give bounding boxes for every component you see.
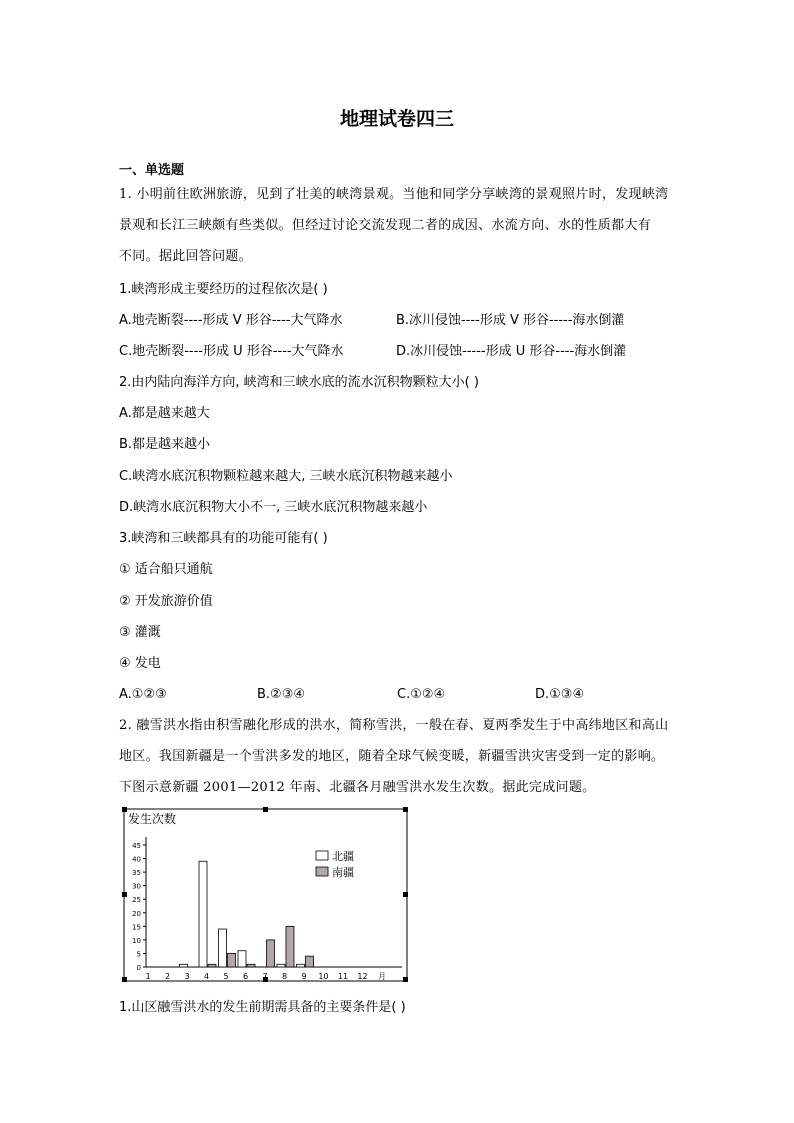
q1-1-option-d: D.冰川侵蚀-----形成 U 形谷----海水倒灌	[396, 344, 627, 359]
x-tick-label: 11	[337, 972, 349, 981]
bar-south	[208, 964, 216, 967]
x-tick-label: 10	[318, 972, 329, 981]
snowmelt-flood-chart	[122, 807, 409, 983]
x-tick-label: 3	[184, 972, 190, 981]
bar-south	[306, 956, 314, 967]
y-tick-label: 25	[132, 896, 141, 905]
y-tick-label: 0	[136, 964, 141, 972]
legend-swatch	[316, 851, 328, 860]
q1-3-item-4: ④ 发电	[119, 656, 161, 671]
x-tick-label: 12	[357, 972, 368, 981]
x-tick-label: 8	[281, 972, 288, 981]
bar-north	[238, 951, 246, 967]
y-tick-label: 20	[132, 909, 141, 918]
q1-3-option-b: B.②③④	[257, 687, 306, 702]
y-tick-label: 40	[132, 855, 141, 864]
q1-3-option-c: C.①②④	[397, 687, 446, 702]
q1-1-option-c: C.地壳断裂----形成 U 形谷----大气降水	[119, 344, 344, 359]
y-axis-label: 发生次数	[128, 812, 177, 826]
q1-1-stem: 1.峡湾形成主要经历的过程依次是( )	[119, 282, 328, 297]
q1-3-option-a: A.①②③	[119, 687, 167, 702]
x-tick-label: 2	[164, 972, 171, 981]
q1-2-option-a: A.都是越来越大	[119, 406, 210, 421]
frame-handle	[122, 892, 127, 897]
x-tick-label: 月	[378, 972, 386, 981]
frame-handle	[263, 807, 268, 812]
legend-swatch	[316, 867, 328, 876]
y-tick-label: 30	[132, 882, 141, 891]
q1-3-item-1: ① 适合船只通航	[119, 562, 213, 577]
frame-handle	[403, 977, 408, 982]
q1-3-item-3: ③ 灌溉	[119, 625, 161, 640]
bar-north	[180, 964, 188, 967]
legend-label: 南疆	[332, 866, 354, 879]
bar-north	[277, 964, 285, 967]
bar-north	[219, 929, 227, 967]
q2-intro-line-1: 2. 融雪洪水指由积雪融化形成的洪水，简称雪洪，一般在春、夏两季发生于中高纬地区和高山	[119, 718, 669, 733]
q1-intro-line-1: 1. 小明前往欧洲旅游，见到了壮美的峡湾景观。当他和同学分享峡湾的景观照片时，发现峡湾	[119, 187, 669, 202]
q1-2-stem: 2.由内陆向海洋方向, 峡湾和三峡水底的流水沉积物颗粒大小( )	[119, 375, 479, 390]
x-tick-label: 7	[262, 972, 268, 981]
q1-1-option-b: B.冰川侵蚀----形成 V 形谷-----海水倒灌	[396, 313, 625, 328]
q1-3-item-2: ② 开发旅游价值	[119, 594, 213, 609]
frame-handle	[403, 892, 408, 897]
legend-label: 北疆	[332, 850, 354, 863]
y-tick-label: 35	[132, 869, 141, 878]
frame-handle	[403, 807, 408, 812]
y-tick-label: 15	[132, 923, 141, 932]
frame-handle	[122, 807, 127, 812]
y-tick-label: 5	[136, 950, 141, 959]
q2-1-stem: 1.山区融雪洪水的发生前期需具备的主要条件是( )	[119, 1000, 406, 1015]
bar-south	[247, 964, 255, 967]
x-tick-label: 9	[301, 972, 307, 981]
q1-2-option-d: D.峡湾水底沉积物大小不一, 三峡水底沉积物越来越小	[119, 500, 428, 515]
q1-3-option-d: D.①③④	[535, 687, 585, 702]
page-title: 地理试卷四三	[339, 108, 454, 130]
q2-intro-line-2: 地区。我国新疆是一个雪洪多发的地区，随着全球气候变暖，新疆雪洪灾害受到一定的影响。	[119, 749, 665, 764]
x-tick-label: 4	[203, 972, 210, 981]
x-tick-label: 5	[223, 972, 229, 981]
q1-2-option-b: B.都是越来越小	[119, 437, 211, 452]
q2-intro-line-3: 下图示意新疆 2001—2012 年南、北疆各月融雪洪水发生次数。据此完成问题。	[119, 780, 596, 795]
q1-1-option-a: A.地壳断裂----形成 V 形谷----大气降水	[119, 313, 343, 328]
bar-north	[297, 964, 305, 967]
bar-south	[286, 926, 294, 967]
y-tick-label: 10	[132, 936, 141, 945]
q1-2-option-c: C.峡湾水底沉积物颗粒越来越大, 三峡水底沉积物越来越小	[119, 469, 453, 484]
section-heading: 一、单选题	[119, 163, 185, 178]
y-tick-label: 45	[132, 842, 141, 850]
bar-south	[228, 953, 236, 967]
chart-frame	[124, 809, 407, 981]
x-tick-label: 6	[242, 972, 249, 981]
q1-intro-line-3: 不同。据此回答问题。	[119, 249, 253, 264]
q1-intro-line-2: 景观和长江三峡颇有些类似。但经过讨论交流发现二者的成因、水流方向、水的性质都大有	[119, 218, 652, 233]
x-tick-label: 1	[145, 972, 151, 981]
bar-south	[267, 940, 275, 967]
bar-north	[199, 861, 207, 967]
frame-handle	[122, 977, 127, 982]
q1-3-stem: 3.峡湾和三峡都具有的功能可能有( )	[119, 531, 328, 546]
